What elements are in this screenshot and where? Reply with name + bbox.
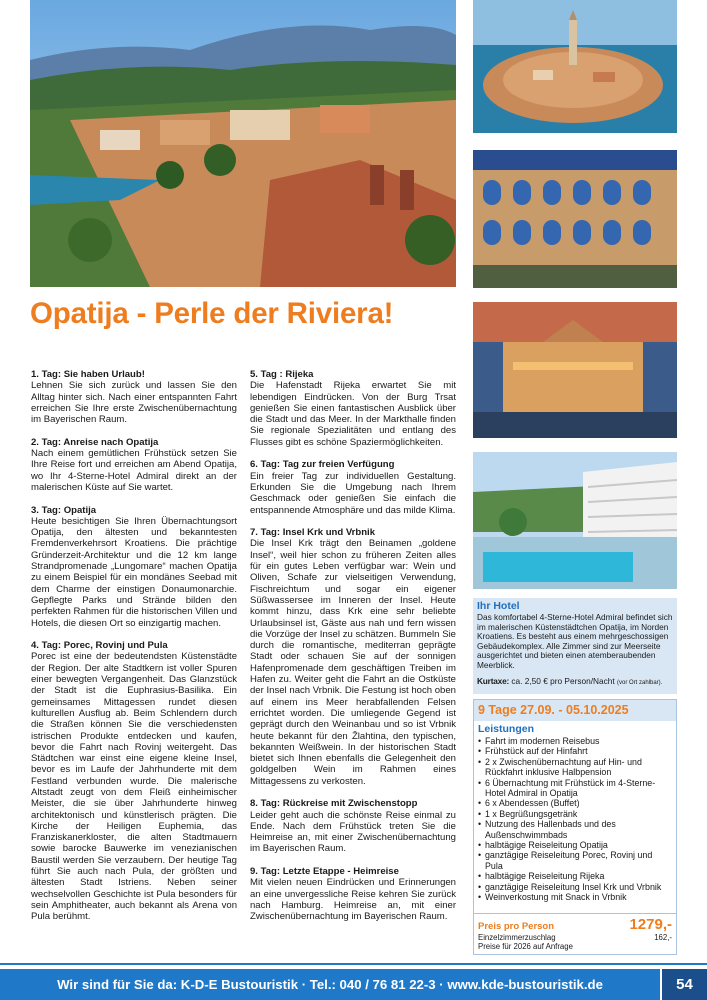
kurtaxe-note: (vor Ort zahlbar). <box>617 679 663 686</box>
price-label: Preis pro Person <box>478 921 555 932</box>
list-item: • ganztägige Reiseleitung Porec, Rovinj und Pula <box>478 850 672 871</box>
hero-photo-opatija-coast <box>30 0 456 287</box>
day-9 <box>250 866 456 922</box>
pula-arena-photo <box>473 150 677 288</box>
single-room-value: 162,- <box>654 933 672 942</box>
list-item: • 6 x Abendessen (Buffet) <box>478 798 672 808</box>
day-title: 8. Tag: Rückreise mit Zwischenstopp <box>250 798 418 810</box>
day-title: 9. Tag: Letzte Etappe - Heimreise <box>250 866 399 878</box>
list-item: • Frühstück auf der Hinfahrt <box>478 746 672 756</box>
list-item: • ganztägige Reiseleitung Insel Krk und Vrbnik <box>478 882 672 892</box>
day-title: 3. Tag: Opatija <box>31 504 97 516</box>
page-title: Opatija - Perle der Riviera! <box>30 297 394 330</box>
day-title: 2. Tag: Anreise nach Opatija <box>31 436 159 448</box>
day-title: 7. Tag: Insel Krk und Vrbnik <box>250 527 376 539</box>
footer-divider <box>0 963 707 965</box>
page-number: 54 <box>662 969 707 1000</box>
day-text: Porec ist eine der bedeutendsten Küstenstädte der Region. Der alte Stadtkern ist voller Spuren einer bewegten Vergangenheit. Das Glanzstück der Stadt ist die Euphrasius-Basilika. Ein gemeinsames Mittagessen rundet diesen kulturellen Ausflug ab. Beim Schlendern durch die Straßen können Sie die verschiedensten istrischen Produkte entdecken und kaufen, bevor die Fahrt nach Rovinj weitergeht. Das Städtchen war einst eine eigene kleine Insel, bevor es im Laufe der Jahrhunderte mit dem Festland verbunden wurde. Die malerische Altstadt zeugt von dem Fleiß einheimischer Meister, die sie über Jahrhunderte hinweg architektonisch und künstlerisch prägten. Die Kirche der Heiligen Euphemia, das Franziskanerkloster, die alten Stadtmauern sowie barocke Bauwerke im venezianischen Baustil werden Sie verzaubern. Der heutige Tag führt Sie auch nach Pula, der größten und ältesten Stadt Istriens. Neben seiner wechselvollen Geschichte ist Pula besonders für sein Amphitheater, auch bekannt als Arena von Pula berühmt. <box>31 651 237 923</box>
day-2 <box>31 437 237 493</box>
day-title: 5. Tag : Rijeka <box>250 369 314 380</box>
kurtaxe-label: Kurtaxe: <box>477 675 510 686</box>
price-row <box>478 916 672 933</box>
list-item: • Weinverkostung mit Snack in Vrbnik <box>478 892 672 902</box>
hotel-admiral-photo <box>473 452 677 589</box>
day-text: Die Hafenstadt Rijeka erwartet Sie mit lebendigen Eindrücken. Von der Burg Trsat genießen Sie einen fantastischen Ausblick über die Stadt und das Meer. In der Markthalle finden Sie regionale Spezialitäten und entlang des Flusses gibt es schöne Spaziermöglichkeiten. <box>250 380 456 448</box>
hotel-heading: Ihr Hotel <box>477 600 520 612</box>
list-item: • Nutzung des Hallenbads und des Außenschwimmbads <box>478 819 672 840</box>
list-item: • 6 Übernachtung mit Frühstück im 4-Sterne-Hotel Admiral in Opatija <box>478 778 672 799</box>
day-title: 4. Tag: Porec, Rovinj und Pula <box>31 640 168 652</box>
leistungen-heading: Leistungen <box>478 723 535 735</box>
single-room-row <box>478 933 672 942</box>
day-text: Ein freier Tag zur individuellen Gestaltung. Erkunden Sie die Umgebung nach Ihrem Geschmack oder genießen Sie einfach die entspannende Atmosphäre und das milde Klima. <box>250 470 456 516</box>
list-item: • 2 x Zwischenübernachtung auf Hin- und Rückfahrt inklusive Halbpension <box>478 757 672 778</box>
kurtaxe-line <box>477 676 673 688</box>
hotel-info-box <box>473 598 677 694</box>
day-4 <box>31 640 237 922</box>
kurtaxe-value: ca. 2,50 € pro Person/Nacht <box>511 675 615 686</box>
list-item: • halbtägige Reiseleitung Opatija <box>478 840 672 850</box>
day-1 <box>31 369 237 425</box>
day-text: Die Insel Krk trägt den Beinamen „goldene Insel“, weil hier schon zu früheren Zeiten alles für ein gutes Leben verfügbar war: Wein und Oliven, Schafe zur vielseitigen Verwendung, Fischreichtum und sogar ein eigener Süßwassersee im Inneren der Insel. Heute kommt hinzu, dass Krk eine sehr beliebte Urlaubsinsel ist, Gäste aus nah und fern wissen die Vorzüge der Insel zu schätzen. Bummeln Sie durch die romantische, mediterran geprägte Stadt oder schauen Sie auf der sonnigen Hafenpromenade dem geschäftigen Treiben im Hafen zu. Weiter geht die Fahrt an die Ostküste der Insel nach Vrbnik. Die Festung ist hoch oben auf einem ins Meer herabfallenden Felsen errichtet worden. Die umliegende Gegend ist geprägt durch den Weinanbau und so ist Vrbnik heute bekannt für den Žlahtina, den typischen, bekannten Weißwein. In der historischen Stadt bietet sich Ihnen ebenfalls die Gelegenheit den goldgelben Wein im Rahmen eines Mittagessens zu verkosten. <box>250 538 456 787</box>
price-section <box>474 913 676 954</box>
list-item: • 1 x Begrüßungsgetränk <box>478 809 672 819</box>
day-8 <box>250 798 456 854</box>
itinerary-column-1 <box>31 369 237 934</box>
single-room-label: Einzelzimmerzuschlag <box>478 933 556 942</box>
price-note: Preise für 2026 auf Anfrage <box>478 942 573 952</box>
day-5 <box>250 369 456 448</box>
day-3 <box>31 505 237 629</box>
rovinj-photo <box>473 0 677 133</box>
rijeka-photo <box>473 302 677 438</box>
day-title: 1. Tag: Sie haben Urlaub! <box>31 369 145 380</box>
itinerary-column-2 <box>250 369 456 934</box>
price-value: 1279,- <box>629 916 672 933</box>
day-text: Mit vielen neuen Eindrücken und Erinnerungen an eine unvergessliche Reise kehren Sie zurück nach Hamburg. Heimreise an, mit einer Zwischenübernachtung im Bayerischen Raum. <box>250 877 456 923</box>
list-item: • halbtägige Reiseleitung Rijeka <box>478 871 672 881</box>
day-7 <box>250 527 456 787</box>
day-text: Leider geht auch die schönste Reise einmal zu Ende. Nach dem Frühstück treten Sie die Heimreise an, mit einer Zwischenübernachtung im Bayerischen Raum. <box>250 809 456 855</box>
travel-dates: 9 Tage 27.09. - 05.10.2025 <box>474 700 676 721</box>
day-6 <box>250 459 456 515</box>
day-text: Nach einem gemütlichen Frühstück setzen Sie Ihre Reise fort und erreichen am Abend Opatija, wo Ihr 4-Sterne-Hotel Admiral direkt an der malerischen Küste auf Sie wartet. <box>31 448 237 493</box>
leistungen-list <box>474 736 676 903</box>
offer-box <box>473 699 677 955</box>
footer-contact-bar: Wir sind für Sie da: K-D-E Bustouristik · Tel.: 040 / 76 81 22-3 · www.kde-bustouristik.de <box>0 969 660 1000</box>
day-text: Lehnen Sie sich zurück und lassen Sie den Alltag hinter sich. Nach einer entspannten Fahrt erreichen Sie Ihre erste Zwischenübernachtung im Bayerischen Raum. <box>31 380 237 426</box>
day-title: 6. Tag: Tag zur freien Verfügung <box>250 459 395 471</box>
hotel-description: Das komfortabel 4-Sterne-Hotel Admiral befindet sich im malerischen Küstenstädtchen Opatija, im Norden Kroatiens. Es besteht aus einem mehrgeschossigen Gebäudekomplex. Alle Zimmer sind zur Meerseite ausgerichtet und bieten einen atemberaubenden Meerblick. <box>477 612 673 670</box>
day-text: Heute besichtigen Sie Ihren Übernachtungsort Opatija, den ältesten und bekanntesten Fremdenverkehrsort Kroatiens. Die prächtige Gründerzeit-Architektur und die 12 km lange Strandpromenade „Lungomare“ machen Opatija zu einem Beispiel für ein mondänes Seebad mit dem Charme der einstigen Donaumonarchie. Gepflegte Parks und Strände bilden den perfekten Rahmen für die historischen Villen und Hotels, die diesen Ort so einzigartig machen. <box>31 515 237 629</box>
list-item: • Fahrt im modernen Reisebus <box>478 736 672 746</box>
